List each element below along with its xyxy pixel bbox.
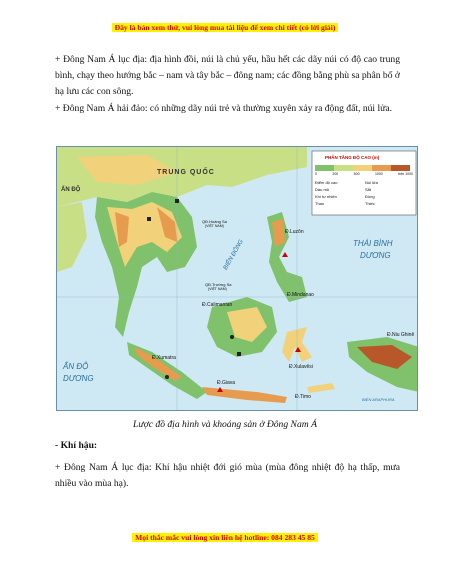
- label-indian-ocean-1: ẤN ĐỘ: [63, 362, 89, 371]
- label-india: ẤN ĐỘ: [61, 187, 81, 193]
- label-sumatra: Đ.Xumatra: [152, 355, 176, 361]
- label-java: Đ.Giava: [217, 380, 236, 386]
- label-hoang-sa: QĐ.Hoàng Sa: [202, 219, 227, 224]
- legend-title: PHÂN TẦNG ĐỘ CAO (m): [325, 155, 380, 160]
- paragraph-mainland-relief: + Đông Nam Á lục địa: địa hình đồi, núi là chủ yếu, hầu hết các dãy núi có độ cao trung bình, chạy theo hướng bắc – nam và tây bắc – đông nam; các đồng bằng phù sa phân bố ở hạ lưu các con sông.: [55, 54, 400, 97]
- label-new-guinea: Đ.Niu Ghinê: [387, 332, 415, 338]
- map-caption: Lược đồ địa hình và khoáng sản ở Đông Nam Á: [133, 419, 317, 430]
- legend-scale: [315, 172, 413, 176]
- label-indian-ocean-2: DƯƠNG: [63, 374, 94, 383]
- label-calimantan: Đ.Calimantan: [202, 302, 233, 308]
- legend-scale-1: 200: [332, 172, 339, 176]
- label-hoang-sa-note: (VIỆT NAM): [205, 224, 224, 228]
- paragraph-mainland-climate: + Đông Nam Á lục địa: Khí hậu nhiệt đới gió mùa (mùa đông nhiệt độ hạ thấp, mưa nhiều vào mùa hạ).: [55, 462, 400, 489]
- legend-item-peak: Điểm độ cao: [315, 180, 338, 185]
- label-pacific-2: DƯƠNG: [360, 251, 391, 260]
- paragraph-island-relief: + Đông Nam Á hải đảo: có những dãy núi trẻ và thường xuyên xảy ra động đất, núi lửa.: [55, 103, 393, 114]
- label-luzon: Đ.Luzôn: [285, 229, 304, 235]
- label-truong-sa-note: (VIỆT NAM): [208, 287, 227, 291]
- legend-item-copper: Đồng: [365, 194, 375, 199]
- label-china: TRUNG QUỐC: [157, 169, 215, 176]
- southeast-asia-map: [56, 146, 418, 411]
- legend-item-tin: Thiếc: [365, 201, 375, 206]
- label-arafura: BIỂN ARAPHURA: [362, 397, 395, 402]
- label-truong-sa: QĐ.Trường Sa: [205, 282, 232, 287]
- legend-scale-4: trên 1000: [398, 172, 413, 176]
- label-pacific-1: THÁI BÌNH: [353, 239, 393, 248]
- label-east-sea: BIỂN ĐÔNG: [222, 238, 245, 272]
- preview-notice-banner: [0, 23, 450, 33]
- label-timor: Đ.Timo: [295, 394, 311, 400]
- climate-heading: - Khí hậu:: [55, 440, 98, 451]
- legend-item-coal: Than: [315, 201, 325, 206]
- legend-item-gas: Khí tự nhiên: [315, 194, 337, 199]
- hotline-banner: [0, 533, 450, 543]
- legend-item-volcano: Núi lửa: [365, 180, 378, 185]
- hotline-text: Mọi thắc mắc vui lòng xin liên hệ hotline: 084 283 45 85: [132, 533, 318, 542]
- legend-item-oil: Dầu mỏ: [315, 187, 330, 192]
- label-sulawesi: Đ.Xulavêsi: [289, 364, 313, 370]
- preview-notice-text: Đây là bản xem thử, vui lòng mua tài liệu để xem chi tiết (có lời giải): [112, 23, 339, 32]
- label-mindanao: Đ.Mindanao: [287, 292, 314, 298]
- legend-scale-0: 0: [315, 172, 317, 176]
- legend-scale-3: 1000: [374, 172, 383, 176]
- legend-scale-2: 500: [353, 172, 360, 176]
- legend-item-iron: Sắt: [365, 187, 372, 192]
- legend-items: [315, 180, 415, 206]
